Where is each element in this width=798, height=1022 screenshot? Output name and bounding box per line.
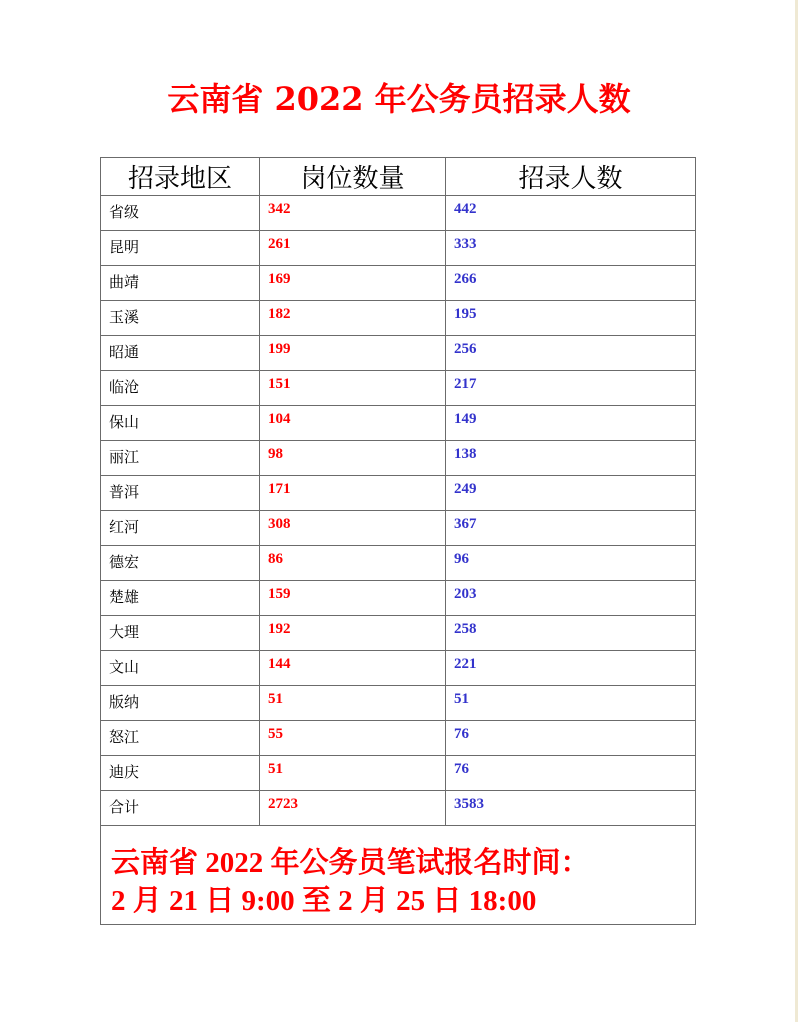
table-row: [101, 651, 696, 686]
recruits-cell: 76: [446, 756, 696, 791]
region-cell: 临沧: [101, 371, 260, 406]
region-cell: 德宏: [101, 546, 260, 581]
recruits-cell: 138: [446, 441, 696, 476]
recruits-cell: 217: [446, 371, 696, 406]
posts-cell: 86: [260, 546, 446, 581]
table-row: [101, 791, 696, 826]
header-region: 招录地区: [101, 158, 260, 196]
table-row: [101, 301, 696, 336]
recruits-cell: 256: [446, 336, 696, 371]
recruits-cell: 442: [446, 196, 696, 231]
region-cell: 合计: [101, 791, 260, 826]
region-cell: 昭通: [101, 336, 260, 371]
table-row: [101, 441, 696, 476]
recruits-cell: 266: [446, 266, 696, 301]
recruits-cell: 96: [446, 546, 696, 581]
recruits-cell: 333: [446, 231, 696, 266]
region-cell: 楚雄: [101, 581, 260, 616]
recruits-cell: 3583: [446, 791, 696, 826]
table-row: [101, 756, 696, 791]
posts-cell: 55: [260, 721, 446, 756]
region-cell: 红河: [101, 511, 260, 546]
table-row: [101, 476, 696, 511]
table-body: [101, 196, 696, 826]
header-posts: 岗位数量: [260, 158, 446, 196]
table-row: [101, 546, 696, 581]
region-cell: 版纳: [101, 686, 260, 721]
posts-cell: 151: [260, 371, 446, 406]
posts-cell: 51: [260, 756, 446, 791]
region-cell: 迪庆: [101, 756, 260, 791]
posts-cell: 182: [260, 301, 446, 336]
region-cell: 昆明: [101, 231, 260, 266]
recruits-cell: 258: [446, 616, 696, 651]
posts-cell: 308: [260, 511, 446, 546]
region-cell: 普洱: [101, 476, 260, 511]
table-row: [101, 371, 696, 406]
posts-cell: 104: [260, 406, 446, 441]
posts-cell: 171: [260, 476, 446, 511]
recruits-cell: 51: [446, 686, 696, 721]
table-row: [101, 231, 696, 266]
notice-cell: [101, 826, 696, 925]
region-cell: 文山: [101, 651, 260, 686]
table-row: [101, 721, 696, 756]
notice-line-1: 云南省 2022 年公务员笔试报名时间：: [111, 847, 590, 879]
recruits-cell: 249: [446, 476, 696, 511]
notice-row: [101, 826, 696, 925]
region-cell: 玉溪: [101, 301, 260, 336]
posts-cell: 2723: [260, 791, 446, 826]
table-row: [101, 336, 696, 371]
page-title: 云南省 2022 年公务员招录人数: [167, 80, 631, 118]
region-cell: 保山: [101, 406, 260, 441]
recruits-cell: 221: [446, 651, 696, 686]
region-cell: 大理: [101, 616, 260, 651]
table-row: [101, 616, 696, 651]
posts-cell: 51: [260, 686, 446, 721]
recruitment-table: [100, 157, 696, 925]
table-row: [101, 266, 696, 301]
posts-cell: 159: [260, 581, 446, 616]
posts-cell: 261: [260, 231, 446, 266]
posts-cell: 342: [260, 196, 446, 231]
region-cell: 省级: [101, 196, 260, 231]
notice-line-2: 2 月 21 日 9:00 至 2 月 25 日 18:00: [111, 885, 537, 917]
posts-cell: 169: [260, 266, 446, 301]
table-row: [101, 406, 696, 441]
recruits-cell: 76: [446, 721, 696, 756]
recruits-cell: 195: [446, 301, 696, 336]
table-header-row: [101, 158, 696, 196]
table-row: [101, 511, 696, 546]
region-cell: 怒江: [101, 721, 260, 756]
header-recruits: 招录人数: [446, 158, 696, 196]
recruits-cell: 203: [446, 581, 696, 616]
recruits-cell: 149: [446, 406, 696, 441]
region-cell: 丽江: [101, 441, 260, 476]
posts-cell: 144: [260, 651, 446, 686]
recruits-cell: 367: [446, 511, 696, 546]
region-cell: 曲靖: [101, 266, 260, 301]
table-row: [101, 196, 696, 231]
posts-cell: 98: [260, 441, 446, 476]
table-row: [101, 686, 696, 721]
posts-cell: 192: [260, 616, 446, 651]
table-row: [101, 581, 696, 616]
posts-cell: 199: [260, 336, 446, 371]
